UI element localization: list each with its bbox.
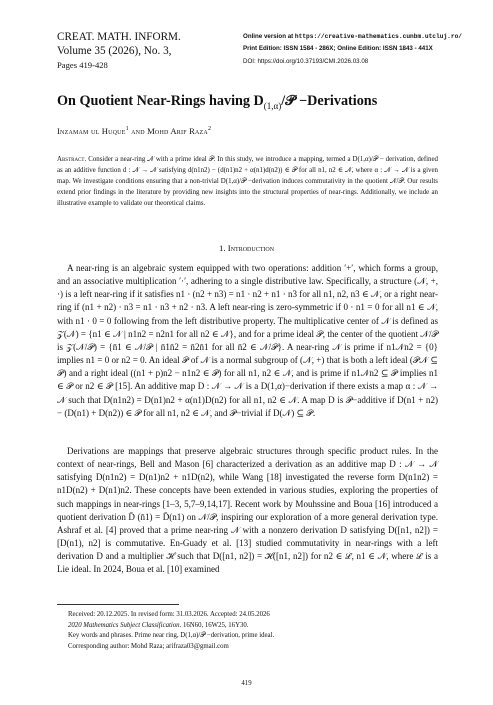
doi-line[interactable]: DOI: https://doi.org/10.37193/CMI.2026.03.08 xyxy=(243,57,369,65)
journal-volume: Volume 35 (2026), No. 3, xyxy=(57,45,172,57)
page-number: 419 xyxy=(241,680,252,687)
online-url[interactable]: https://creative-mathematics.cunbm.utcluj.ro/ xyxy=(294,33,463,40)
section-heading: 1. Introduction xyxy=(218,243,275,253)
intro-paragraph-2: Derivations are mappings that preserve algebraic structures through specific product rules. In the context of near-rings, Bell and Mason [6] characterized a derivation as an additive map D : 𝒩 → 𝒩 satisfying D(n1n2) = D(n1)n2 + n1D(n2), while Wang [18] investigated the reverse form D(n1n2) = n1D(n2) + D(n1)n2. These concepts have been extended in various studies, exploring the properties of such mappings in near-rings [1–3, 5,7–9,14,17]. Recent work by Mouhssine and Boua [16] introduced a quotient derivation D̄ (n̄1) = D̄(n1) on 𝒩/𝒫, inspiring our exploration of a more general derivation type. Ashraf et al. [4] proved that a prime near-ring 𝒩 with a nonzero derivation D satisfying D([n1, n2]) = [D(n1), n2] is commutative. En-Guady et al. [13] studied commutativity in near-rings with a left derivation D and a multiplier ℋ such that D([n1, n2]) = ℋ([n1, n2]) for n2 ∈ ℒ, n1 ∈ 𝒩, where ℒ is a Lie ideal. In 2024, Boua et al. [10] examined xyxy=(57,446,438,575)
issn-line: Print Edition: ISSN 1584 - 286X; Online Edition: ISSN 1843 - 441X xyxy=(243,45,433,53)
online-info xyxy=(243,31,473,68)
journal-name: CREAT. MATH. INFORM. xyxy=(57,31,181,43)
online-label: Online version at xyxy=(243,33,295,40)
author-line: Inzamam ul Huque$^1$ and Mohd Arif Raza$^2$ xyxy=(57,126,212,136)
footnote-divider xyxy=(57,604,179,605)
keywords: Key words and phrases. Prime near ring, D(1,α)/𝒫 −derivation, prime ideal. xyxy=(68,632,275,639)
corresponding-author: Corresponding author: Mohd Raza; arifraza03@gmail.com xyxy=(68,642,229,650)
footnotes xyxy=(68,610,438,652)
abstract-text: Consider a near-ring 𝒩 with a prime ideal 𝒫. In this study, we introduce a mapping, termed a D(1,α)/𝒫 − derivation, defined as an additive function d : 𝒩 → 𝒩 satisfying d(n1n2) − (d(n1)n2 + α(n1)d(n2)) ∈ 𝒫 for all n1, n2 ∈ 𝒩, where α : 𝒩 → 𝒩 is a given map. We investigate conditions ensuring that a non-trivial D(1,α)/𝒫 −derivation induces commutativity in the quotient 𝒩/𝒫. Our results extend prior findings in the literature by providing new insights into the structural properties of near-rings. Additionally, we include an illustrative example to validate our theoretical claims. xyxy=(57,156,438,207)
intro-paragraph-1: A near-ring is an algebraic system equipped with two operations: addition ′+′, which forms a group, and an associative multiplication ′·′, adhering to a single distributive law. Specifically, a structure (𝒩, +, ·) is a left near-ring if it satisfies n1 · (n2 + n3) = n1 · n2 + n1 · n3 for all n1, n2, n3 ∈ 𝒩, or a right near-ring if (n1 + n2) · n3 = n1 · n3 + n2 · n3. A left near-ring is zero-symmetric if 0 · n1 = 0 for all n1 ∈ 𝒩, with n1 · 0 = 0 following from the left distributive property. The multiplicative center of 𝒩 is defined as 𝒵(𝒩) = {n1 ∈ 𝒩 | n1n2 = n2n1 for all n2 ∈ 𝒩}, and for a prime ideal 𝒫, the center of the quotient 𝒩/𝒫 is 𝒵(𝒩/𝒫) = {n̄1 ∈ 𝒩/𝒫 | n̄1n̄2 = n̄2n̄1 for all n̄2 ∈ 𝒩/𝒫}. A near-ring 𝒩 is prime if n1𝒩n2 = {0} implies n1 = 0 or n2 = 0. An ideal 𝒫 of 𝒩 is a normal subgroup of (𝒩, +) that is both a left ideal (𝒫𝒩 ⊆ 𝒫) and a right ideal ((n1 + p)n2 − n1n2 ∈ 𝒫) for all n1, n2 ∈ 𝒩, and is prime if n1𝒩n2 ⊆ 𝒫 implies n1 ∈ 𝒫 or n2 ∈ 𝒫 [15]. An additive map D : 𝒩 → 𝒩 is a D(1,α)−derivation if there exists a map α : 𝒩 → 𝒩 such that D(n1n2) = D(n1)n2 + α(n1)D(n2) for all n1, n2 ∈ 𝒩. A map D is 𝒫−additive if D(n1 + n2) − (D(n1) + D(n2)) ∈ 𝒫 for all n1, n2 ∈ 𝒩, and 𝒫−trivial if D(𝒩) ⊆ 𝒫. xyxy=(57,263,438,418)
msc-classification: 2020 Mathematics Subject Classification. 16N60, 16W25, 16Y30. xyxy=(68,621,249,629)
journal-pages: Pages 419-428 xyxy=(57,60,108,70)
abstract-label: Abstract. xyxy=(57,156,87,163)
author-1: Inzamam ul Huque xyxy=(57,126,126,136)
abstract xyxy=(57,155,438,210)
journal-header xyxy=(57,30,217,72)
paper-title: On Quotient Near-Rings having $D_{(1,\alpha)}/𝒫$ −Derivations xyxy=(57,93,378,111)
received-dates: Received: 20.12.2025. In revised form: 31.03.2026. Accepted: 24.05.2026 xyxy=(68,611,270,618)
author-2: Mohd Arif Raza xyxy=(147,126,208,136)
online-version xyxy=(243,31,473,43)
